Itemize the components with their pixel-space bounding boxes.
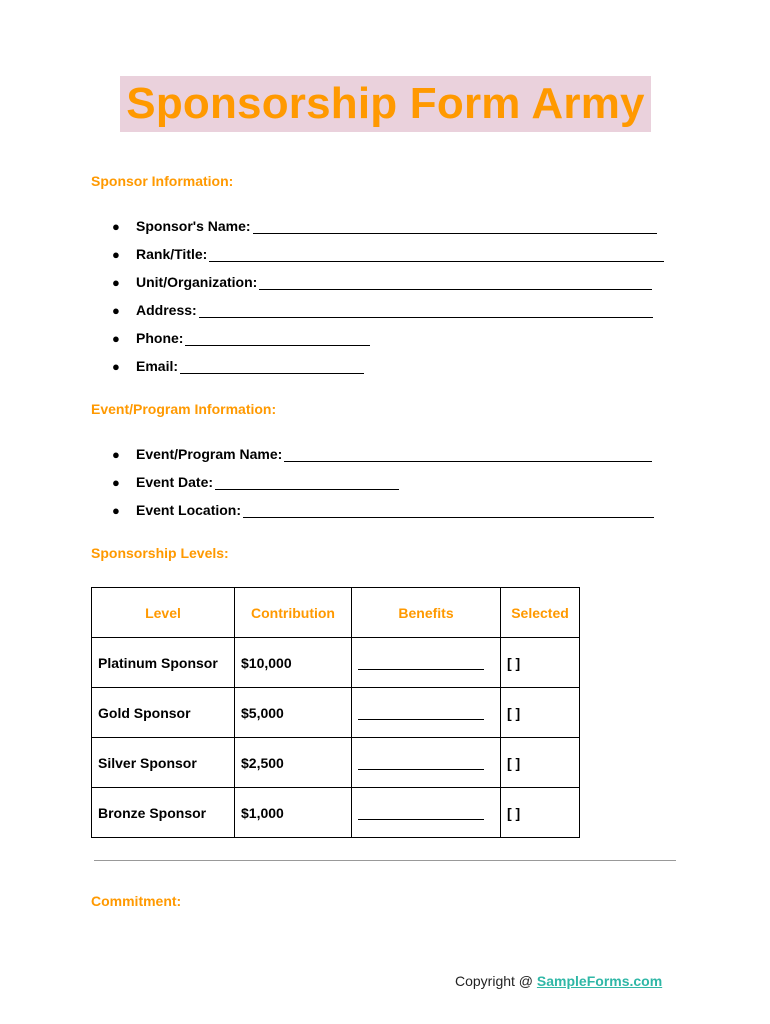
divider (94, 860, 676, 861)
levels-heading: Sponsorship Levels: (91, 545, 229, 561)
contribution-cell: $2,500 (235, 738, 352, 788)
field-event-location[interactable] (112, 500, 654, 520)
bullet-icon: ● (112, 447, 120, 462)
bullet-icon: ● (112, 331, 120, 346)
benefits-cell[interactable] (352, 788, 501, 838)
field-label: Phone: (136, 330, 184, 346)
column-header-selected: Selected (501, 588, 580, 638)
column-header-benefits: Benefits (352, 588, 501, 638)
bullet-icon: ● (112, 247, 120, 262)
field-phone[interactable] (112, 328, 370, 348)
bullet-icon: ● (112, 275, 120, 290)
field-label: Event/Program Name: (136, 446, 283, 462)
table-row (92, 788, 580, 838)
sponsor-info-heading: Sponsor Information: (91, 173, 234, 189)
contribution-cell: $5,000 (235, 688, 352, 738)
blank-line[interactable] (199, 303, 653, 318)
field-rank-title[interactable] (112, 244, 664, 264)
table-row (92, 738, 580, 788)
level-cell: Platinum Sponsor (92, 638, 235, 688)
table-row (92, 638, 580, 688)
field-label: Sponsor's Name: (136, 218, 251, 234)
bullet-icon: ● (112, 303, 120, 318)
bullet-icon: ● (112, 219, 120, 234)
selected-checkbox[interactable]: [ ] (501, 638, 580, 688)
benefits-cell[interactable] (352, 738, 501, 788)
column-header-level: Level (92, 588, 235, 638)
copyright-footer (455, 973, 662, 989)
field-email[interactable] (112, 356, 364, 376)
table-header-row (92, 588, 580, 638)
page-title: Sponsorship Form Army (120, 76, 651, 132)
level-cell: Silver Sponsor (92, 738, 235, 788)
column-header-contribution: Contribution (235, 588, 352, 638)
copyright-text: Copyright @ (455, 973, 537, 989)
blank-line[interactable] (358, 757, 484, 770)
blank-line[interactable] (209, 247, 664, 262)
field-label: Email: (136, 358, 179, 374)
blank-line[interactable] (358, 807, 484, 820)
selected-checkbox[interactable]: [ ] (501, 788, 580, 838)
blank-line[interactable] (253, 219, 657, 234)
bullet-icon: ● (112, 359, 120, 374)
field-unit-organization[interactable] (112, 272, 652, 292)
sponsorship-levels-table (91, 587, 580, 838)
blank-line[interactable] (180, 359, 364, 374)
field-label: Event Date: (136, 474, 214, 490)
selected-checkbox[interactable]: [ ] (501, 688, 580, 738)
level-cell: Bronze Sponsor (92, 788, 235, 838)
bullet-icon: ● (112, 503, 120, 518)
commitment-heading: Commitment: (91, 893, 182, 909)
event-info-heading: Event/Program Information: (91, 401, 277, 417)
blank-line[interactable] (259, 275, 652, 290)
table-row (92, 688, 580, 738)
field-event-program-name[interactable] (112, 444, 652, 464)
brand-link[interactable]: SampleForms.com (536, 973, 663, 989)
field-event-date[interactable] (112, 472, 399, 492)
field-label: Event Location: (136, 502, 242, 518)
contribution-cell: $10,000 (235, 638, 352, 688)
blank-line[interactable] (215, 475, 399, 490)
blank-line[interactable] (284, 447, 652, 462)
field-label: Rank/Title: (136, 246, 208, 262)
field-label: Unit/Organization: (136, 274, 258, 290)
blank-line[interactable] (358, 707, 484, 720)
field-label: Address: (136, 302, 197, 318)
field-sponsor-name[interactable] (112, 216, 657, 236)
selected-checkbox[interactable]: [ ] (501, 738, 580, 788)
blank-line[interactable] (185, 331, 370, 346)
blank-line[interactable] (358, 657, 484, 670)
benefits-cell[interactable] (352, 638, 501, 688)
level-cell: Gold Sponsor (92, 688, 235, 738)
blank-line[interactable] (243, 503, 654, 518)
benefits-cell[interactable] (352, 688, 501, 738)
field-address[interactable] (112, 300, 653, 320)
bullet-icon: ● (112, 475, 120, 490)
contribution-cell: $1,000 (235, 788, 352, 838)
